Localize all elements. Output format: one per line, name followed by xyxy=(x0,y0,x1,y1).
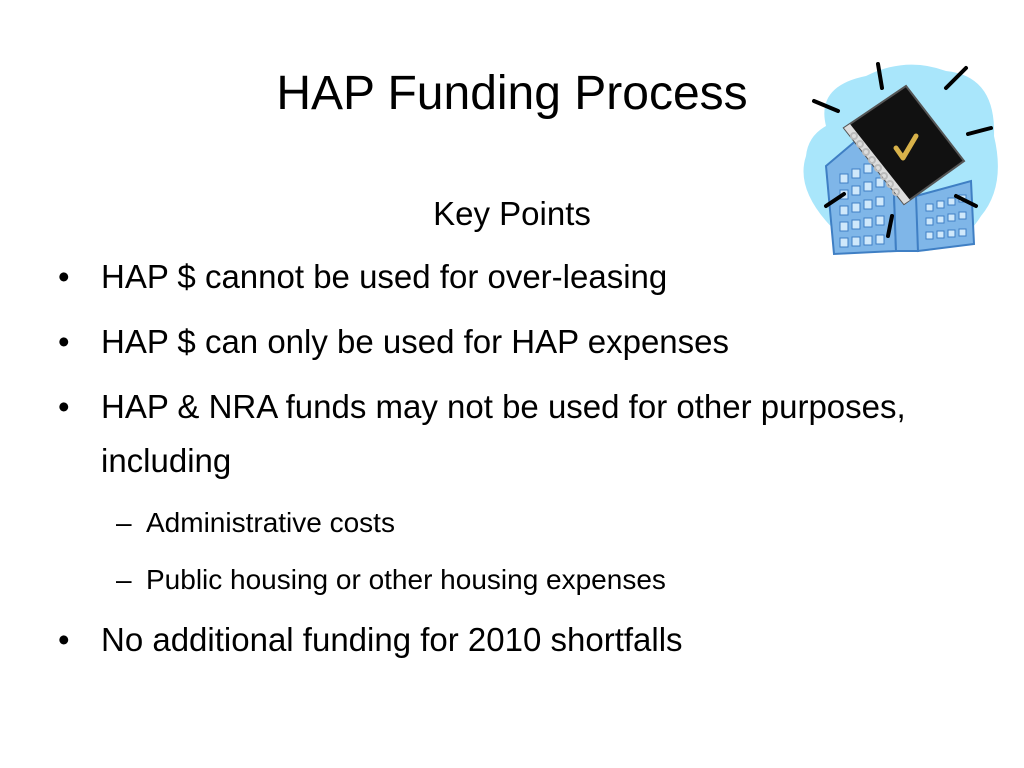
sub-bullet-text: Administrative costs xyxy=(146,507,395,538)
sub-bullet-item xyxy=(58,499,938,547)
slide-subheading: Key Points xyxy=(433,195,591,232)
bullet-text: No additional funding for 2010 shortfalls xyxy=(101,621,683,658)
bullet-text: HAP $ can only be used for HAP expenses xyxy=(101,323,729,360)
bullet-marker: • xyxy=(58,323,70,360)
bullet-marker: • xyxy=(58,388,70,425)
building-notebook-checkmark-icon xyxy=(796,56,1006,266)
sub-bullet-item xyxy=(58,556,938,604)
bullet-text: HAP & NRA funds may not be used for other purposes, including xyxy=(101,388,906,479)
bullet-marker: • xyxy=(58,258,70,295)
bullet-list xyxy=(58,250,938,678)
bullet-item xyxy=(58,315,938,369)
sub-bullet-marker: – xyxy=(116,507,132,538)
bullet-text: HAP $ cannot be used for over-leasing xyxy=(101,258,668,295)
bullet-marker: • xyxy=(58,621,70,658)
bullet-item xyxy=(58,380,938,488)
slide-title: HAP Funding Process xyxy=(276,67,748,120)
sub-bullet-text: Public housing or other housing expenses xyxy=(146,564,666,595)
sub-bullet-marker: – xyxy=(116,564,132,595)
bullet-item xyxy=(58,613,938,667)
